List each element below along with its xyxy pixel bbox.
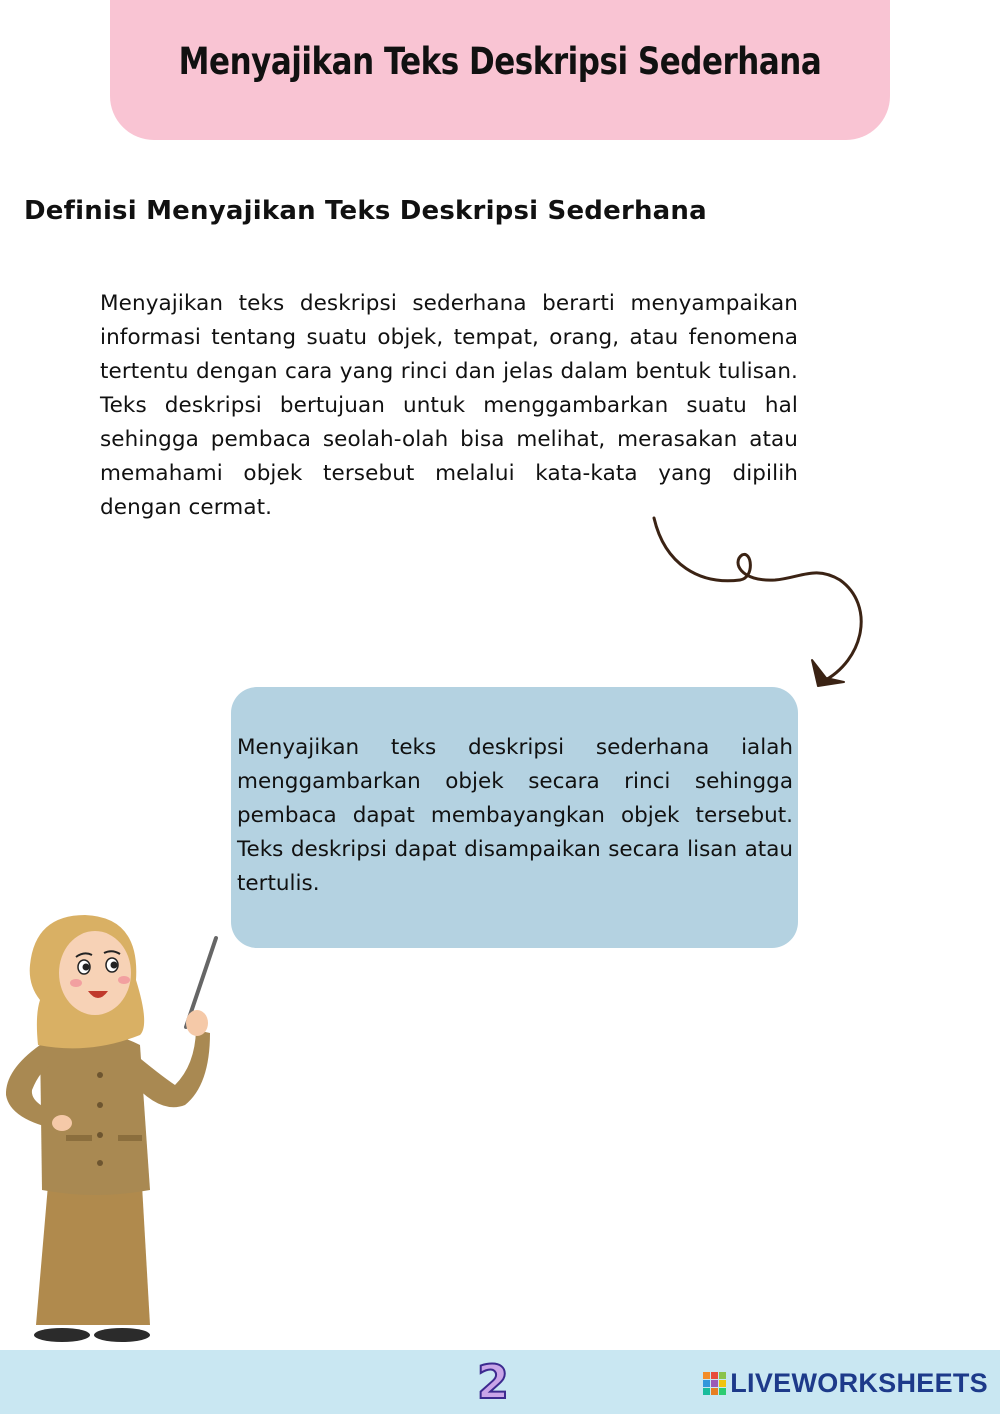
brand-name: LIVEWORKSHEETS bbox=[730, 1368, 988, 1398]
page-title: Menyajikan Teks Deskripsi Sederhana bbox=[178, 40, 822, 83]
callout-text: Menyajikan teks deskripsi sederhana ialah menggambarkan objek secara rinci sehingga pembaca dapat membayangkan objek tersebut. Teks deskripsi dapat disampaikan secara lisan atau tertulis. bbox=[237, 735, 793, 896]
title-banner bbox=[110, 0, 890, 140]
callout-box bbox=[231, 687, 798, 948]
brand-link[interactable] bbox=[703, 1368, 988, 1399]
definition-paragraph: Menyajikan teks deskripsi sederhana berarti menyampaikan informasi tentang suatu objek, tempat, orang, atau fenomena tertentu dengan cara yang rinci dan jelas dalam bentuk tulisan. Teks deskripsi bertujuan untuk menggambarkan suatu hal sehingga pembaca seolah-olah bisa melihat, merasakan atau memahami objek tersebut melalui kata-kata yang dipilih dengan cermat. bbox=[100, 291, 798, 520]
footer-bar bbox=[0, 1350, 1000, 1414]
section-heading: Definisi Menyajikan Teks Deskripsi Sederhana bbox=[24, 196, 707, 226]
page-number: 2 bbox=[476, 1355, 509, 1409]
curly-arrow-icon bbox=[640, 510, 880, 700]
teacher-pointing-illustration bbox=[0, 905, 250, 1350]
liveworksheets-logo-icon bbox=[703, 1372, 727, 1396]
